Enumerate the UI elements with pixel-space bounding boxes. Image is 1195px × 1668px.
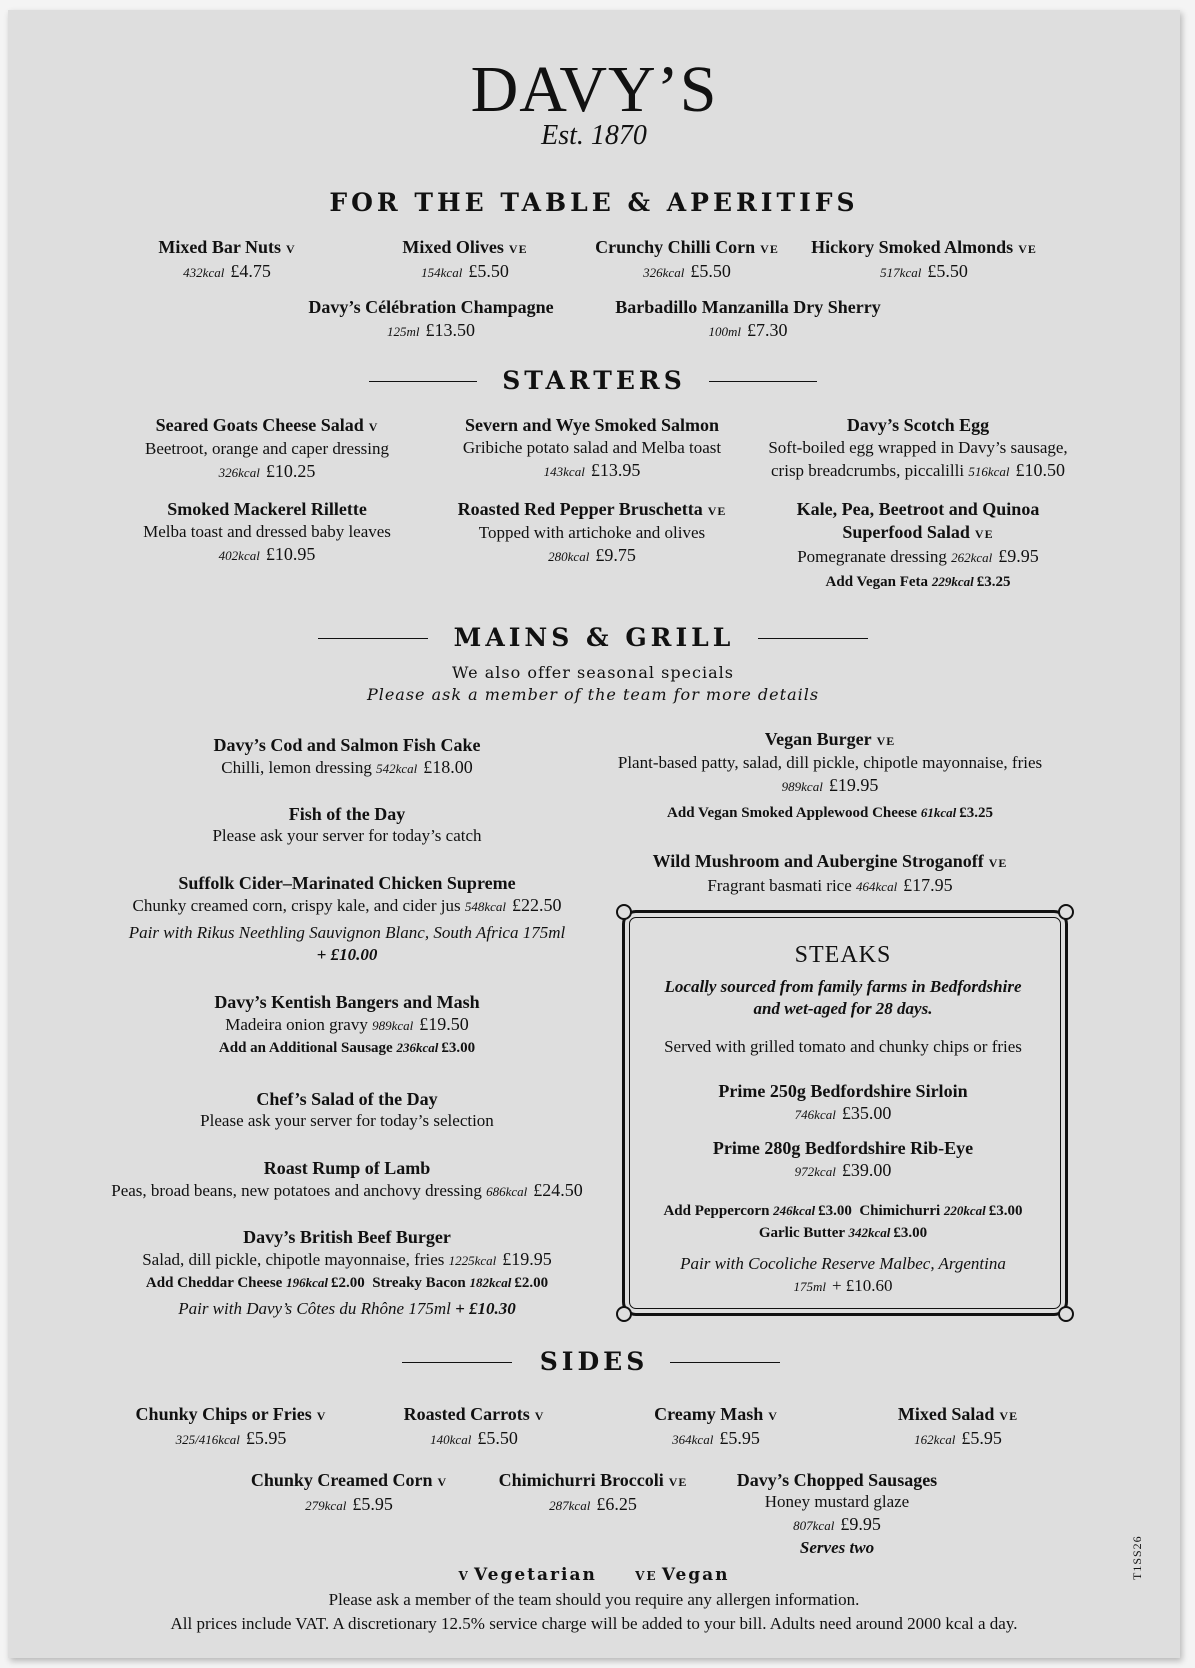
main-item: Fish of the Day Please ask your server for today’s catch <box>212 804 482 845</box>
menu-page <box>8 10 1180 1658</box>
table-item: Mixed Olives VE 154kcal £5.50 <box>402 237 528 281</box>
steak-addons: Add Peppercorn 246kcal £3.00 Chimichurri 220kcal £3.00 Garlic Butter 342kcal £3.00 <box>663 1203 1023 1241</box>
starter-item: Roasted Red Pepper Bruschetta VE Topped with artichoke and olives 280kcal £9.75 <box>457 499 727 565</box>
table-item: Barbadillo Manzanilla Dry Sherry 100ml £7.30 <box>615 297 881 340</box>
main-item: Wild Mushroom and Aubergine Stroganoff VE Fragrant basmati rice 464kcal £17.95 <box>652 851 1008 895</box>
divider <box>758 638 868 639</box>
table-item: Hickory Smoked Almonds VE 517kcal £5.50 <box>811 237 1037 281</box>
starter-item: Severn and Wye Smoked Salmon Gribiche potato salad and Melba toast 143kcal £13.95 <box>462 415 722 480</box>
main-item: Vegan Burger VE Plant-based patty, salad, dill pickle, chipotle mayonnaise, fries 989kcal £19.95 Add Vegan Smoked Applewood Cheese 61kcal £3.25 <box>617 729 1043 821</box>
table-item: Crunchy Chilli Corn VE 326kcal £5.50 <box>595 237 779 281</box>
side-item: Mixed Salad VE 162kcal £5.95 <box>897 1404 1019 1448</box>
main-item: Suffolk Cider–Marinated Chicken Supreme Chunky creamed corn, crispy kale, and cider jus 548kcal £22.50 Pair with Rikus Neethling Sauvignon Blanc, South Africa 175ml + £10.00 <box>128 873 566 964</box>
section-mains-title: MAINS & GRILL <box>453 623 735 652</box>
steak-pairing: Pair with Cocoliche Reserve Malbec, Argentina 175ml + £10.60 <box>680 1254 1006 1295</box>
main-item: Davy’s Kentish Bangers and Mash Madeira onion gravy 989kcal £19.50 Add an Additional Sausage 236kcal £3.00 <box>214 992 480 1056</box>
allergen-note: Please ask a member of the team should you require any allergen information. <box>328 1590 860 1609</box>
side-item: Creamy Mash V 364kcal £5.95 <box>654 1404 778 1448</box>
side-item: Roasted Carrots V 140kcal £5.50 <box>403 1404 545 1448</box>
main-item: Davy’s British Beef Burger Salad, dill pickle, chipotle mayonnaise, fries 1225kcal £19.95 Add Cheddar Cheese 196kcal £2.00 Streaky Bacon 182kcal £2.00 Pair with Davy’s Côtes du Rhône 175ml + £10.30 <box>142 1227 552 1318</box>
corner-ornament <box>1058 1306 1074 1322</box>
main-item: Roast Rump of Lamb Peas, broad beans, new potatoes and anchovy dressing 686kcal £24.50 <box>111 1158 583 1200</box>
table-item: Davy’s Célébration Champagne 125ml £13.50 <box>308 297 554 340</box>
menu-code: T1SS26 <box>1130 1535 1144 1580</box>
main-item: Davy’s Cod and Salmon Fish Cake Chilli, lemon dressing 542kcal £18.00 <box>213 735 481 777</box>
divider <box>709 381 817 382</box>
corner-ornament <box>1058 904 1074 920</box>
side-item: Davy’s Chopped Sausages Honey mustard glaze 807kcal £9.95 Serves two <box>736 1470 938 1557</box>
main-item: Chef’s Salad of the Day Please ask your server for today’s selection <box>200 1089 494 1130</box>
corner-ornament <box>616 1306 632 1322</box>
steaks-title: STEAKS <box>794 942 892 968</box>
corner-ornament <box>616 904 632 920</box>
divider <box>670 1362 780 1363</box>
side-item: Chimichurri Broccoli VE 287kcal £6.25 <box>498 1470 688 1514</box>
brand-est: Est. 1870 <box>541 120 647 151</box>
steak-item: Prime 250g Bedfordshire Sirloin 746kcal £35.00 <box>718 1081 968 1123</box>
section-starters-title: STARTERS <box>502 366 686 395</box>
section-sides-title: SIDES <box>539 1347 649 1376</box>
steaks-served: Served with grilled tomato and chunky chips or fries <box>664 1037 1022 1056</box>
vat-note: All prices include VAT. A discretionary 12.5% service charge will be added to your bill. Adults need around 2000 kcal a day. <box>170 1614 1018 1633</box>
brand-name: DAVY’S <box>470 53 718 126</box>
starter-item: Smoked Mackerel Rillette Melba toast and dressed baby leaves 402kcal £10.95 <box>143 499 391 564</box>
starter-item: Davy’s Scotch Egg Soft-boiled egg wrapped in Davy’s sausage, crisp breadcrumbs, piccalilli 516kcal £10.50 <box>768 415 1068 480</box>
diet-legend: V Vegetarian VE Vegan <box>458 1565 730 1585</box>
starter-item: Kale, Pea, Beetroot and Quinoa Superfood Salad VE Pomegranate dressing 262kcal £9.95 Add Vegan Feta 229kcal £3.25 <box>796 499 1040 590</box>
starter-item: Seared Goats Cheese Salad V Beetroot, orange and caper dressing 326kcal £10.25 <box>144 415 390 481</box>
steaks-intro: Locally sourced from family farms in Bedfordshire and wet-aged for 28 days. <box>664 977 1022 1018</box>
mains-intro: We also offer seasonal specials Please ask a member of the team for more details <box>366 663 820 704</box>
side-item: Chunky Chips or Fries V 325/416kcal £5.95 <box>135 1404 327 1448</box>
table-item: Mixed Bar Nuts V 432kcal £4.75 <box>158 237 296 281</box>
side-item: Chunky Creamed Corn V 279kcal £5.95 <box>250 1470 448 1514</box>
section-table-title: FOR THE TABLE & APERITIFS <box>329 188 859 217</box>
steak-item: Prime 280g Bedfordshire Rib-Eye 972kcal £39.00 <box>712 1138 974 1180</box>
